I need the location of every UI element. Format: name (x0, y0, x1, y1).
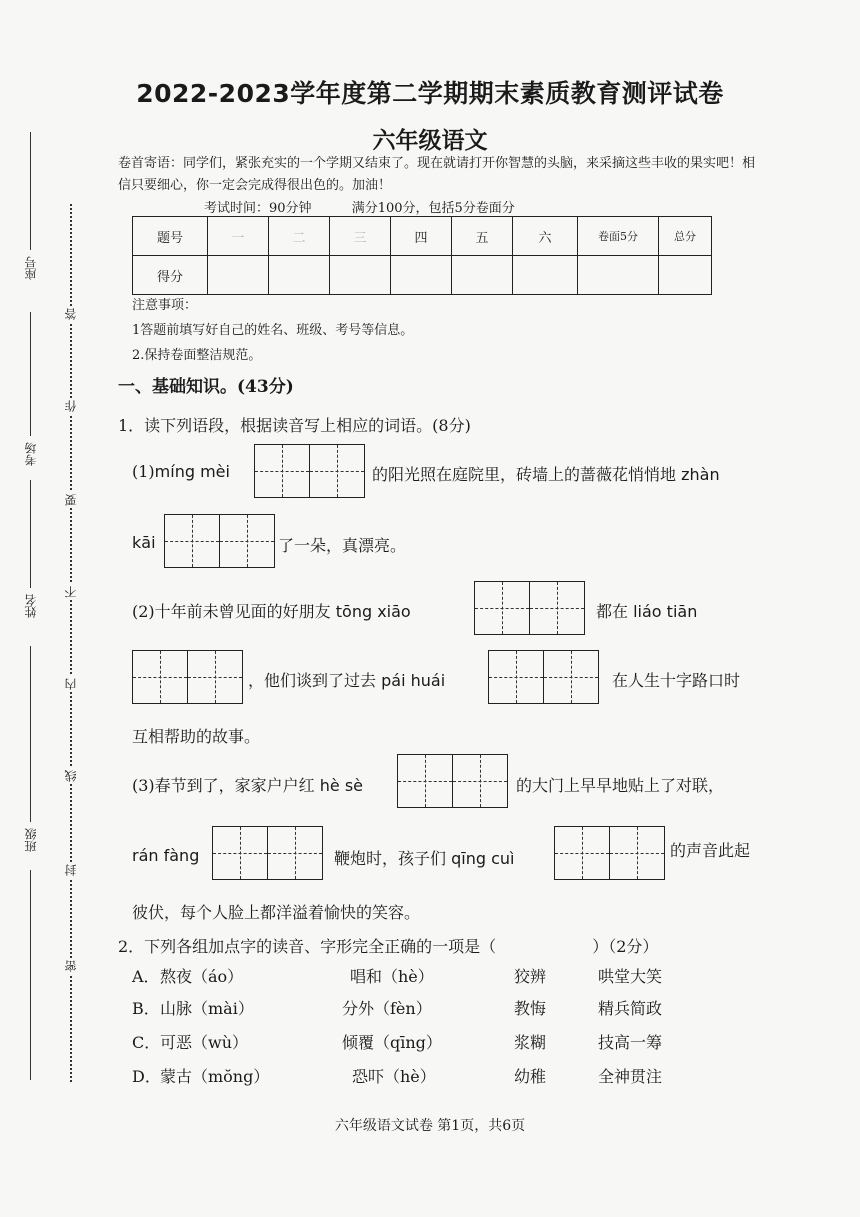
answer-box[interactable] (212, 826, 323, 880)
sentence-text: 鞭炮时，孩子们 (334, 849, 447, 868)
section-heading: 一、基础知识。(43分) (118, 377, 294, 397)
sentence-text: (2)十年前未曾见面的好朋友 (132, 602, 331, 621)
answer-box[interactable] (164, 514, 275, 568)
sentence-text: 彼伏，每个人脸上都洋溢着愉快的笑容。 (132, 903, 421, 922)
pinyin-prompt: míng mèi (154, 462, 230, 481)
score-table-header-row (133, 217, 712, 256)
sentence-text: 互相帮助的故事。 (132, 727, 261, 746)
seal-word: 密 (64, 960, 78, 972)
score-input-cell[interactable] (452, 256, 513, 295)
option-word: 唱和（hè） (350, 967, 434, 986)
score-header-cell: 六 (513, 217, 578, 256)
exam-info (204, 197, 551, 216)
option-word: 可恶（wù） (160, 1033, 249, 1052)
option-word: 倾覆（qīng） (342, 1033, 442, 1052)
pinyin-prompt: zhàn (681, 465, 720, 484)
class-label: 班级 (24, 828, 38, 852)
option-word: 恐吓（hè） (352, 1067, 436, 1086)
seat-number-label: 座号 (24, 256, 38, 280)
score-input-cell[interactable] (659, 256, 712, 295)
q1-part3-middle (334, 846, 514, 869)
answer-box[interactable] (474, 581, 585, 635)
sentence-text: 在人生十字路口时 (612, 671, 741, 690)
sentence-text: 的大门上早早地贴上了对联， (516, 776, 725, 795)
score-header-cell: 四 (391, 217, 452, 256)
answer-box[interactable] (132, 650, 243, 704)
pinyin-prompt: kāi (132, 533, 156, 552)
option-word: 幼稚 (514, 1067, 547, 1086)
option-letter: A． (132, 967, 160, 986)
exam-time: 考试时间：90分钟 (204, 201, 312, 216)
question-text: 2．下列各组加点字的读音、字形完全正确的一项是（ (118, 937, 497, 956)
score-input-cell[interactable] (208, 256, 269, 295)
score-header-cell: 总分 (659, 217, 712, 256)
name-label: 姓名 (24, 594, 38, 618)
question-text: ）（2分） (592, 937, 659, 956)
score-input-cell[interactable] (269, 256, 330, 295)
exam-title: 2022-2023学年度第二学期期末素质教育测评试卷 (136, 79, 724, 108)
option-word: 狡辨 (514, 967, 547, 986)
option-word: 熬夜（áo） (160, 967, 244, 986)
score-input-cell[interactable] (391, 256, 452, 295)
full-score: 满分100分，包括5分卷面分 (351, 201, 515, 216)
score-header-cell: 题号 (133, 217, 208, 256)
seal-word: 答 (64, 308, 78, 320)
option-letter: C． (132, 1033, 161, 1052)
pinyin-prompt: tōng xiāo (335, 602, 411, 621)
option-word: 蒙古（mŏng） (160, 1067, 270, 1086)
option-word: 教悔 (514, 999, 547, 1018)
score-input-cell[interactable] (513, 256, 578, 295)
part-number: (1) (132, 462, 155, 481)
score-input-cell[interactable] (330, 256, 391, 295)
question-1-stem: 1．读下列语段，根据读音写上相应的词语。(8分) (118, 416, 471, 435)
question-2-stem (118, 934, 658, 957)
score-header-cell: 一 (208, 217, 269, 256)
sentence-text: ，他们谈到了过去 (248, 671, 377, 690)
q1-part3-line1 (132, 773, 363, 796)
option-word: 哄堂大笑 (598, 967, 663, 986)
answer-box[interactable] (397, 754, 508, 808)
answer-box[interactable] (254, 444, 365, 498)
seal-dotted-line (70, 204, 72, 1082)
pinyin-prompt: rán fàng (132, 846, 200, 865)
class-line (30, 646, 31, 822)
seal-word: 封 (64, 864, 78, 876)
pinyin-prompt: qīng cuì (451, 849, 515, 868)
option-letter: B． (132, 999, 160, 1018)
sentence-text: (3)春节到了，家家户户红 (132, 776, 315, 795)
answer-box[interactable] (488, 650, 599, 704)
score-header-cell: 二 (269, 217, 330, 256)
option-word: 山脉（mài） (160, 999, 254, 1018)
sentence-text: 的声音此起 (670, 841, 751, 860)
notes (132, 293, 413, 368)
option-word: 精兵简政 (598, 999, 663, 1018)
seal-word: 内 (64, 678, 78, 690)
seal-word: 作 (64, 400, 78, 412)
exam-subtitle: 六年级语文 (372, 127, 488, 154)
score-header-cell: 卷面5分 (578, 217, 659, 256)
q1-part2-line1 (132, 599, 411, 622)
pinyin-prompt: hè sè (319, 776, 364, 795)
page-footer: 六年级语文试卷 第1页，共6页 (334, 1118, 526, 1134)
note-item: 1答题前填写好自己的姓名、班级、考号等信息。 (132, 323, 414, 338)
exam-room-line (30, 312, 31, 436)
name-line (30, 480, 31, 588)
q1-part1-text (372, 462, 720, 485)
score-header-cell: 三 (330, 217, 391, 256)
sentence-text: 的阳光照在庭院里，砖墙上的蔷薇花悄悄地 (372, 465, 677, 484)
score-input-cell[interactable] (578, 256, 659, 295)
q1-part1-line1 (132, 462, 230, 481)
seal-word: 不 (64, 586, 78, 598)
sentence-text: 了一朵，真漂亮。 (278, 536, 407, 555)
score-header-cell: 五 (452, 217, 513, 256)
option-word: 分外（fèn） (342, 999, 432, 1018)
exam-room-label: 考场 (24, 442, 38, 466)
pinyin-prompt: pái huái (381, 671, 446, 690)
score-row-label: 得分 (133, 256, 208, 295)
seal-word: 线 (64, 770, 78, 782)
class-line-lower (30, 870, 31, 1080)
option-word: 技高一筹 (598, 1033, 663, 1052)
option-word: 浆糊 (514, 1033, 547, 1052)
notes-title: 注意事项： (132, 298, 198, 313)
answer-box[interactable] (554, 826, 665, 880)
q1-part2-text (596, 599, 697, 622)
score-table (132, 216, 712, 295)
intro-message: 卷首寄语：同学们，紧张充实的一个学期又结束了。现在就请打开你智慧的头脑，来采摘这些丰收的果实吧！相信只要细心，你一定会完成得很出色的。加油！ (118, 156, 756, 193)
option-word: 全神贯注 (598, 1067, 663, 1086)
option-letter: D． (132, 1067, 161, 1086)
sentence-text: 都在 (596, 602, 629, 621)
pinyin-prompt: liáo tiān (633, 602, 698, 621)
seal-word: 要 (64, 494, 78, 506)
note-item: 2.保持卷面整洁规范。 (132, 348, 262, 363)
score-table-score-row (133, 256, 712, 295)
q1-part2-middle (248, 668, 445, 691)
